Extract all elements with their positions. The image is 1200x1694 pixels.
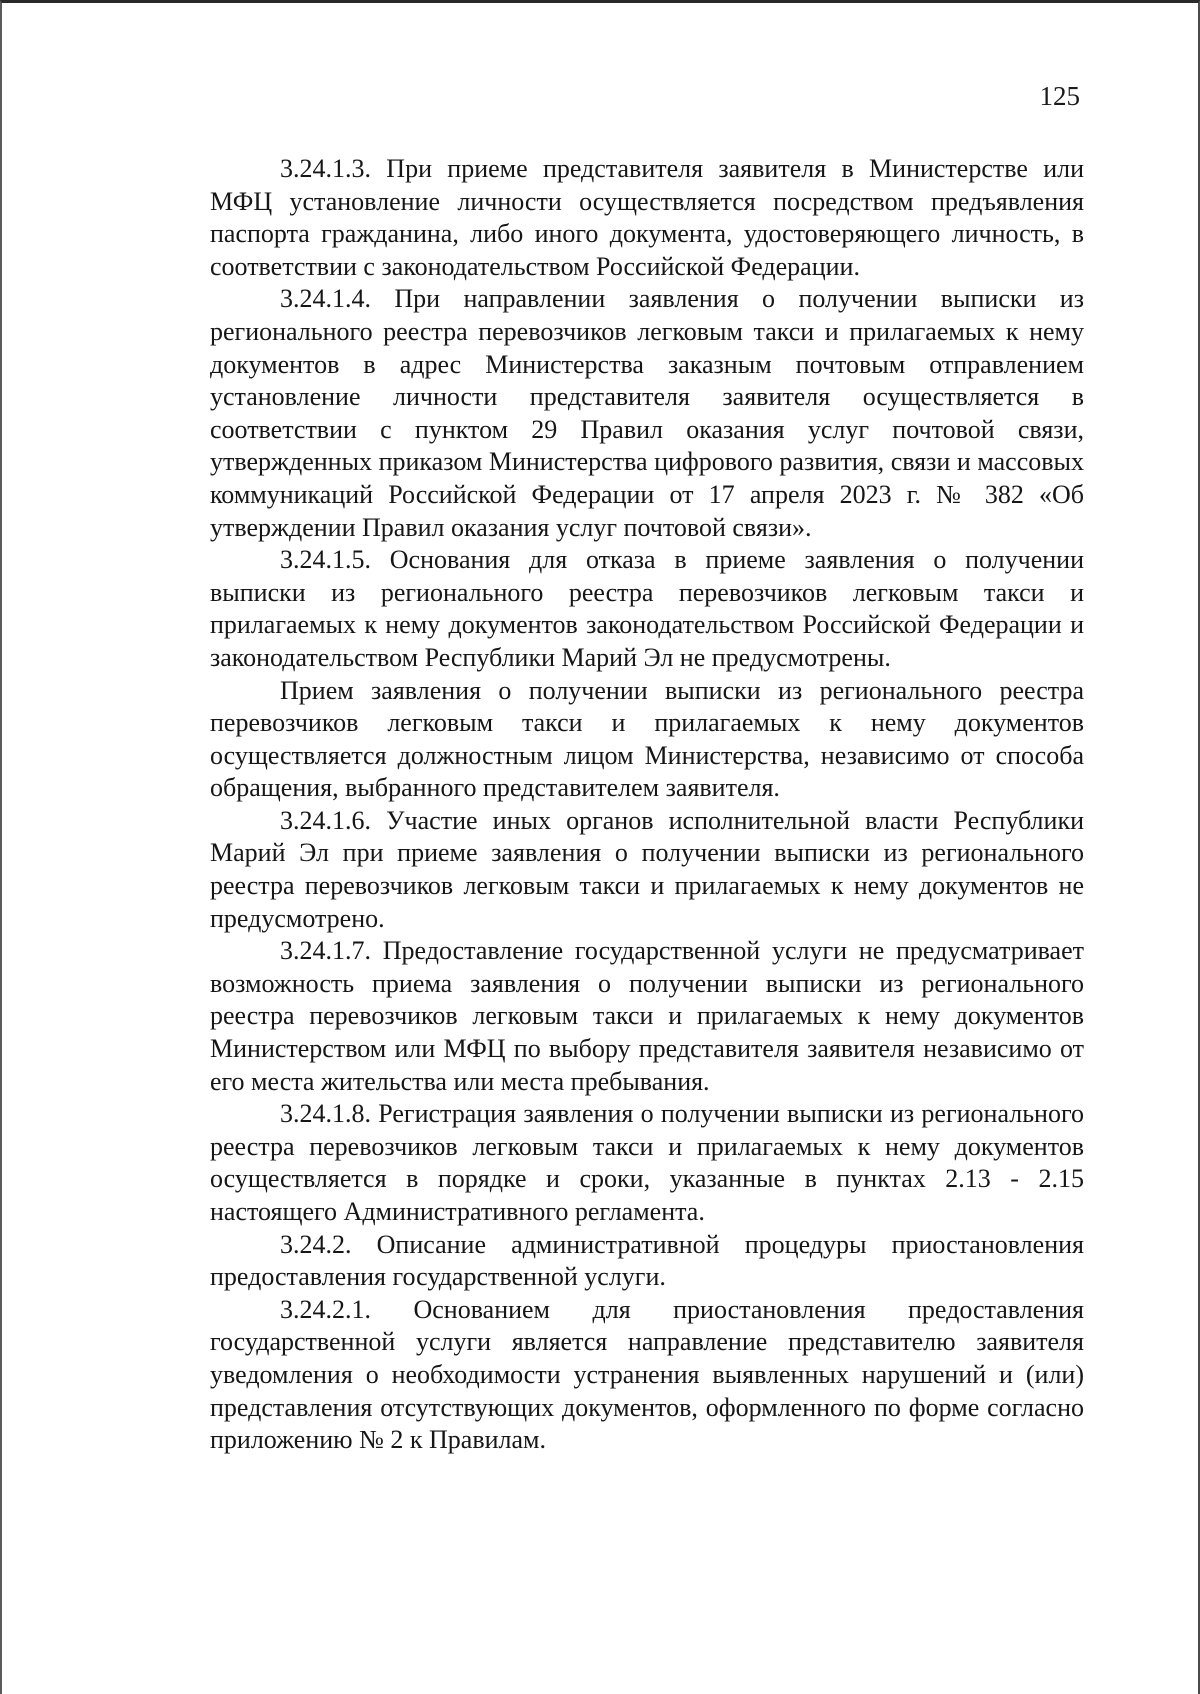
document-body [210, 153, 1084, 1457]
paragraph-3-24-1-5: 3.24.1.5. Основания для отказа в приеме заявления о получении выписки из регионального реестра перевозчиков легковым такси и прилагаемых к нему документов законодательством Российской Федерации и законодательством Республики Марий Эл не предусмотрены. [210, 545, 1084, 672]
paragraph-acceptance: Прием заявления о получении выписки из регионального реестра перевозчиков легковым такси и прилагаемых к нему документов осуществляется должностным лицом Министерства, независимо от способа обращения, выбранного представителем заявителя. [210, 675, 1084, 803]
paragraph-3-24-1-4: 3.24.1.4. При направлении заявления о получении выписки из регионального реестра перевозчиков легковым такси и прилагаемых к нему документов в адрес Министерства заказным почтовым отправлением установление личности представителя заявителя осуществляется в соответствии с пунктом 29 Правил оказания услуг почтовой связи, утвержденных приказом Министерства цифрового развития, связи и массовых коммуникаций Российской Федерации от 17 апреля 2023 г. № 382 «Об утверждении Правил оказания услуг почтовой связи». [210, 284, 1084, 542]
paragraph-3-24-1-7: 3.24.1.7. Предоставление государственной услуги не предусматривает возможность приема заявления о получении выписки из регионального реестра перевозчиков легковым такси и прилагаемых к нему документов Министерством или МФЦ по выбору представителя заявителя независимо от его места жительства или места пребывания. [210, 936, 1084, 1096]
paragraph-3-24-2: 3.24.2. Описание административной процедуры приостановления предоставления государственной услуги. [210, 1229, 1084, 1292]
paragraph-3-24-1-8: 3.24.1.8. Регистрация заявления о получении выписки из регионального реестра перевозчиков легковым такси и прилагаемых к нему документов осуществляется в порядке и сроки, указанные в пунктах 2.13 - 2.15 настоящего Административного регламента. [210, 1099, 1084, 1226]
paragraph-3-24-1-6: 3.24.1.6. Участие иных органов исполнительной власти Республики Марий Эл при приеме заявления о получении выписки из регионального реестра перевозчиков легковым такси и прилагаемых к нему документов не предусмотрено. [210, 805, 1084, 933]
page-number: 125 [1039, 81, 1080, 111]
paragraph-3-24-2-1: 3.24.2.1. Основанием для приостановления предоставления государственной услуги является направление представителю заявителя уведомления о необходимости устранения выявленных нарушений и (или) представления отсутствующих документов, оформленного по форме согласно приложению № 2 к Правилам. [210, 1294, 1084, 1455]
paragraph-3-24-1-3: 3.24.1.3. При приеме представителя заявителя в Министерстве или МФЦ установление личности осуществляется посредством предъявления паспорта гражданина, либо иного документа, удостоверяющего личность, в соответствии с законодательством Российской Федерации. [210, 154, 1084, 281]
